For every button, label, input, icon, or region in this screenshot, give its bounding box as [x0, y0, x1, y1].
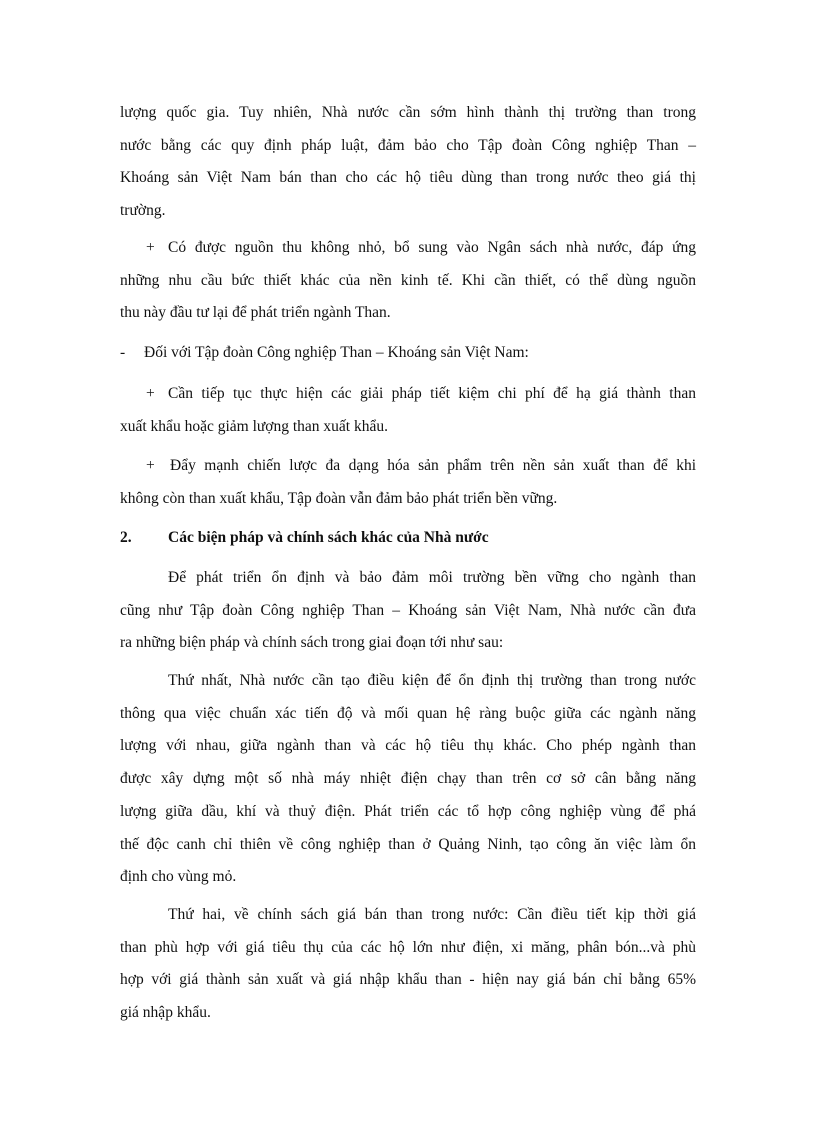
text-line: định cho vùng mỏ.: [120, 868, 237, 886]
text-line: nước bằng các quy định pháp luật, đảm bảo cho Tập đoàn Công nghiệp Than –: [120, 136, 696, 154]
bullet-plus: +: [146, 457, 155, 474]
text-line: Đẩy mạnh chiến lược đa dạng hóa sản phẩm trên nền sản xuất than để khi: [170, 457, 696, 474]
paragraph-4: [120, 378, 696, 443]
text-line: trường.: [120, 202, 166, 220]
text-line: thông qua việc chuẩn xác tiến độ và mối quan hệ ràng buộc giữa các ngành năng: [120, 704, 696, 722]
text-line: thế độc canh chỉ thiên về công nghiệp than ở Quảng Ninh, tạo công ăn việc làm ổn: [120, 835, 696, 853]
text-line: không còn than xuất khẩu, Tập đoàn vẫn đảm bảo phát triển bền vững.: [120, 489, 558, 507]
paragraph-2: [120, 232, 696, 330]
text-line: lượng quốc gia. Tuy nhiên, Nhà nước cần sớm hình thành thị trường than trong: [120, 104, 696, 121]
text-line: Khoáng sản Việt Nam bán than cho các hộ tiêu dùng than trong nước theo giá thị: [120, 169, 696, 187]
text-line: than phù hợp với giá tiêu thụ của các hộ lớn như điện, xi măng, phân bón...và phù: [120, 938, 696, 956]
text-line: Thứ nhất, Nhà nước cần tạo điều kiện để ổn định thị trường than trong nước: [168, 672, 696, 689]
text-line: những nhu cầu bức thiết khác của nền kinh tế. Khi cần thiết, có thể dùng nguồn: [120, 271, 696, 289]
bullet-dash: -: [120, 344, 126, 361]
paragraph-8: [120, 899, 696, 1030]
section-number: 2.: [120, 529, 132, 546]
text-line: Có được nguồn thu không nhỏ, bổ sung vào Ngân sách nhà nước, đáp ứng: [168, 239, 696, 256]
paragraph-7: [120, 665, 696, 894]
paragraph-6: [120, 562, 696, 660]
text-line: hợp với giá thành sản xuất và giá nhập khẩu than - hiện nay giá bán chỉ bằng 65%: [120, 971, 696, 989]
bullet-plus: +: [146, 239, 155, 256]
text-line: thu này đầu tư lại để phát triển ngành Than.: [120, 304, 391, 322]
bullet-plus: +: [146, 385, 155, 402]
text-line: ra những biện pháp và chính sách trong giai đoạn tới như sau:: [120, 634, 504, 652]
text-line: lượng giữa dầu, khí và thuỷ điện. Phát triển các tổ hợp công nghiệp vùng để phá: [120, 802, 696, 820]
text-line: giá nhập khẩu.: [120, 1004, 211, 1022]
text-line: cũng như Tập đoàn Công nghiệp Than – Khoáng sản Việt Nam, Nhà nước cần đưa: [120, 601, 696, 619]
text-line: Cần tiếp tục thực hiện các giải pháp tiết kiệm chi phí để hạ giá thành than: [168, 385, 696, 402]
section-heading: Các biện pháp và chính sách khác của Nhà nước: [168, 529, 489, 546]
text-line: xuất khẩu hoặc giảm lượng than xuất khẩu.: [120, 417, 388, 435]
paragraph-3: Đối với Tập đoàn Công nghiệp Than – Khoáng sản Việt Nam:: [144, 344, 529, 361]
text-line: Để phát triển ổn định và bảo đảm môi trường bền vững cho ngành than: [168, 569, 696, 586]
text-line: lượng với nhau, giữa ngành than và các hộ tiêu thụ khác. Cho phép ngành than: [120, 737, 696, 755]
text-line: được xây dựng một số nhà máy nhiệt điện chạy than trên cơ sở cân bằng năng: [120, 770, 696, 788]
text-line: Thứ hai, về chính sách giá bán than trong nước: Cần điều tiết kịp thời giá: [168, 906, 696, 923]
paragraph-1: [120, 97, 696, 228]
paragraph-5: [120, 450, 696, 515]
